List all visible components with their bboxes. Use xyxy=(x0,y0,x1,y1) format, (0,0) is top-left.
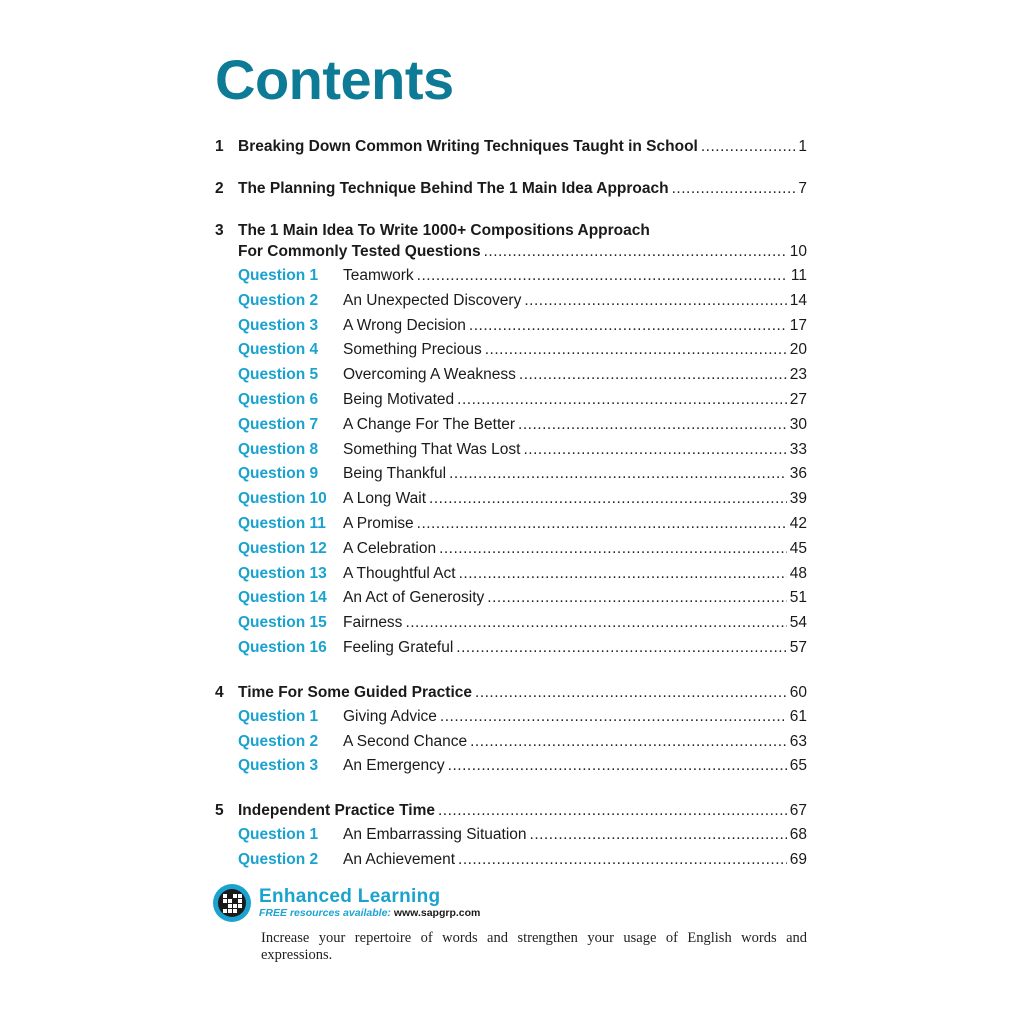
chapter-title-line1: The 1 Main Idea To Write 1000+ Compositions Approach xyxy=(238,222,650,239)
question-title: A Second Chance xyxy=(343,732,468,750)
chapter-row xyxy=(215,136,807,157)
dot-leader xyxy=(405,611,786,636)
question-title: A Change For The Better xyxy=(343,415,516,433)
question-title: An Embarrassing Situation xyxy=(343,826,527,844)
question-title: Overcoming A Weakness xyxy=(343,366,516,384)
brand-resources: resources available: xyxy=(289,906,391,919)
question-row xyxy=(215,705,807,730)
question-page: 39 xyxy=(789,490,807,508)
question-page: 63 xyxy=(789,732,807,750)
question-label: Question 1 xyxy=(238,267,319,284)
question-label: Question 12 xyxy=(238,539,327,557)
chapter-row xyxy=(215,800,807,821)
enhanced-learning-footer xyxy=(213,884,807,964)
book-grid-icon xyxy=(213,884,251,922)
question-row xyxy=(215,363,807,388)
dot-leader xyxy=(701,136,796,157)
dot-leader xyxy=(449,462,787,487)
dot-leader xyxy=(448,754,787,779)
chapter-title: Breaking Down Common Writing Techniques Taught in School xyxy=(238,138,698,155)
table-of-contents xyxy=(215,136,807,873)
brand-text xyxy=(259,887,480,920)
contents-page xyxy=(215,48,807,873)
dot-leader xyxy=(417,264,788,289)
question-row xyxy=(215,562,807,587)
question-row xyxy=(215,413,807,438)
brand-row xyxy=(213,884,807,922)
question-title: An Achievement xyxy=(343,850,456,868)
question-title: Something Precious xyxy=(343,341,482,359)
question-row xyxy=(215,848,807,873)
question-label: Question 8 xyxy=(238,440,319,458)
dot-leader xyxy=(519,363,787,388)
question-page: 23 xyxy=(789,366,807,384)
chapter-row xyxy=(215,220,807,241)
dot-leader xyxy=(469,314,787,339)
page-title: Contents xyxy=(215,48,454,111)
question-page: 69 xyxy=(789,850,807,868)
question-title: Being Motivated xyxy=(343,390,455,408)
question-label: Question 6 xyxy=(238,390,319,408)
question-title: Something That Was Lost xyxy=(343,440,521,458)
question-label: Question 9 xyxy=(238,465,319,483)
question-row xyxy=(215,823,807,848)
question-row xyxy=(215,512,807,537)
chapter-title: Time For Some Guided Practice xyxy=(238,683,473,701)
question-label: Question 1 xyxy=(238,826,319,844)
logo-grid xyxy=(218,889,246,917)
brand-url: www.sapgrp.com xyxy=(393,906,481,919)
question-label: Question 16 xyxy=(238,638,327,656)
question-page: 11 xyxy=(790,267,807,284)
question-page: 14 xyxy=(789,291,807,309)
dot-leader xyxy=(530,823,787,848)
question-label: Question 3 xyxy=(238,757,319,775)
dot-leader xyxy=(518,413,787,438)
question-page: 54 xyxy=(789,614,807,632)
question-row xyxy=(215,289,807,314)
brand-subtitle xyxy=(259,907,480,920)
question-row xyxy=(215,754,807,779)
chapter-number: 2 xyxy=(215,180,224,197)
dot-leader xyxy=(458,848,787,873)
dot-leader xyxy=(459,562,787,587)
question-row xyxy=(215,730,807,755)
chapter-title: Independent Practice Time xyxy=(238,802,435,820)
question-row xyxy=(215,636,807,661)
question-title: A Long Wait xyxy=(343,490,427,508)
question-row xyxy=(215,537,807,562)
question-label: Question 10 xyxy=(238,490,327,508)
question-page: 51 xyxy=(789,589,807,607)
chapter-title: For Commonly Tested Questions xyxy=(238,243,481,260)
footer-note: Increase your repertoire of words and strengthen your usage of English words and expressions. xyxy=(261,930,807,963)
question-label: Question 7 xyxy=(238,415,319,433)
question-label: Question 5 xyxy=(238,366,319,384)
question-row xyxy=(215,611,807,636)
question-title: Being Thankful xyxy=(343,465,447,483)
question-label: Question 3 xyxy=(238,316,319,334)
question-label: Question 1 xyxy=(238,707,319,725)
question-page: 57 xyxy=(789,638,807,656)
question-page: 68 xyxy=(789,826,807,844)
question-row xyxy=(215,438,807,463)
question-label: Question 2 xyxy=(238,850,319,868)
dot-leader xyxy=(470,730,787,755)
chapter-number: 5 xyxy=(215,802,224,820)
question-row xyxy=(215,314,807,339)
question-page: 48 xyxy=(789,564,807,582)
brand-title: Enhanced Learning xyxy=(259,885,441,907)
dot-leader xyxy=(523,438,786,463)
dot-leader xyxy=(487,586,786,611)
chapter-gap xyxy=(215,779,807,800)
question-page: 61 xyxy=(789,707,807,725)
dot-leader xyxy=(417,512,787,537)
question-row xyxy=(215,586,807,611)
question-page: 30 xyxy=(789,415,807,433)
question-row xyxy=(215,388,807,413)
chapter-page: 60 xyxy=(789,683,807,701)
question-page: 17 xyxy=(789,316,807,334)
chapter-title: The Planning Technique Behind The 1 Main Idea Approach xyxy=(238,180,669,197)
dot-leader xyxy=(524,289,786,314)
chapter-gap xyxy=(215,661,807,682)
question-row xyxy=(215,487,807,512)
dot-leader xyxy=(439,537,787,562)
question-label: Question 4 xyxy=(238,341,319,359)
chapter-page: 7 xyxy=(798,180,807,197)
chapter-number: 3 xyxy=(215,222,224,239)
question-title: A Wrong Decision xyxy=(343,316,466,334)
question-title: An Act of Generosity xyxy=(343,589,485,607)
question-title: An Unexpected Discovery xyxy=(343,291,522,309)
question-row xyxy=(215,338,807,363)
chapter-gap xyxy=(215,199,807,220)
question-label: Question 15 xyxy=(238,614,327,632)
chapter-row xyxy=(215,682,807,703)
question-row xyxy=(215,462,807,487)
question-page: 33 xyxy=(789,440,807,458)
question-title: Teamwork xyxy=(343,267,414,284)
question-page: 65 xyxy=(789,757,807,775)
chapter-gap xyxy=(215,157,807,178)
question-page: 42 xyxy=(789,514,807,532)
dot-leader xyxy=(485,338,787,363)
question-row xyxy=(215,264,807,289)
dot-leader xyxy=(672,178,796,199)
brand-free: FREE xyxy=(259,906,288,919)
chapter-number: 1 xyxy=(215,138,224,155)
dot-leader xyxy=(429,487,787,512)
question-page: 27 xyxy=(789,390,807,408)
question-title: A Celebration xyxy=(343,539,437,557)
question-label: Question 2 xyxy=(238,732,319,750)
dot-leader xyxy=(438,800,787,821)
chapter-row-continued xyxy=(215,241,807,262)
question-title: An Emergency xyxy=(343,757,445,775)
dot-leader xyxy=(456,636,786,661)
chapter-page: 1 xyxy=(798,138,807,155)
chapter-page: 67 xyxy=(789,802,807,820)
question-label: Question 11 xyxy=(238,514,326,532)
question-label: Question 14 xyxy=(238,589,327,607)
chapter-page: 10 xyxy=(789,243,807,260)
question-title: Fairness xyxy=(343,614,403,632)
question-title: Giving Advice xyxy=(343,707,437,725)
question-title: A Promise xyxy=(343,514,414,532)
chapter-number: 4 xyxy=(215,683,224,701)
question-page: 20 xyxy=(789,341,807,359)
question-title: A Thoughtful Act xyxy=(343,564,456,582)
question-label: Question 2 xyxy=(238,291,319,309)
dot-leader xyxy=(457,388,787,413)
chapter-row xyxy=(215,178,807,199)
question-title: Feeling Grateful xyxy=(343,638,454,656)
dot-leader xyxy=(475,682,787,703)
question-page: 45 xyxy=(789,539,807,557)
question-page: 36 xyxy=(789,465,807,483)
dot-leader xyxy=(484,241,787,262)
question-label: Question 13 xyxy=(238,564,327,582)
dot-leader xyxy=(440,705,787,730)
